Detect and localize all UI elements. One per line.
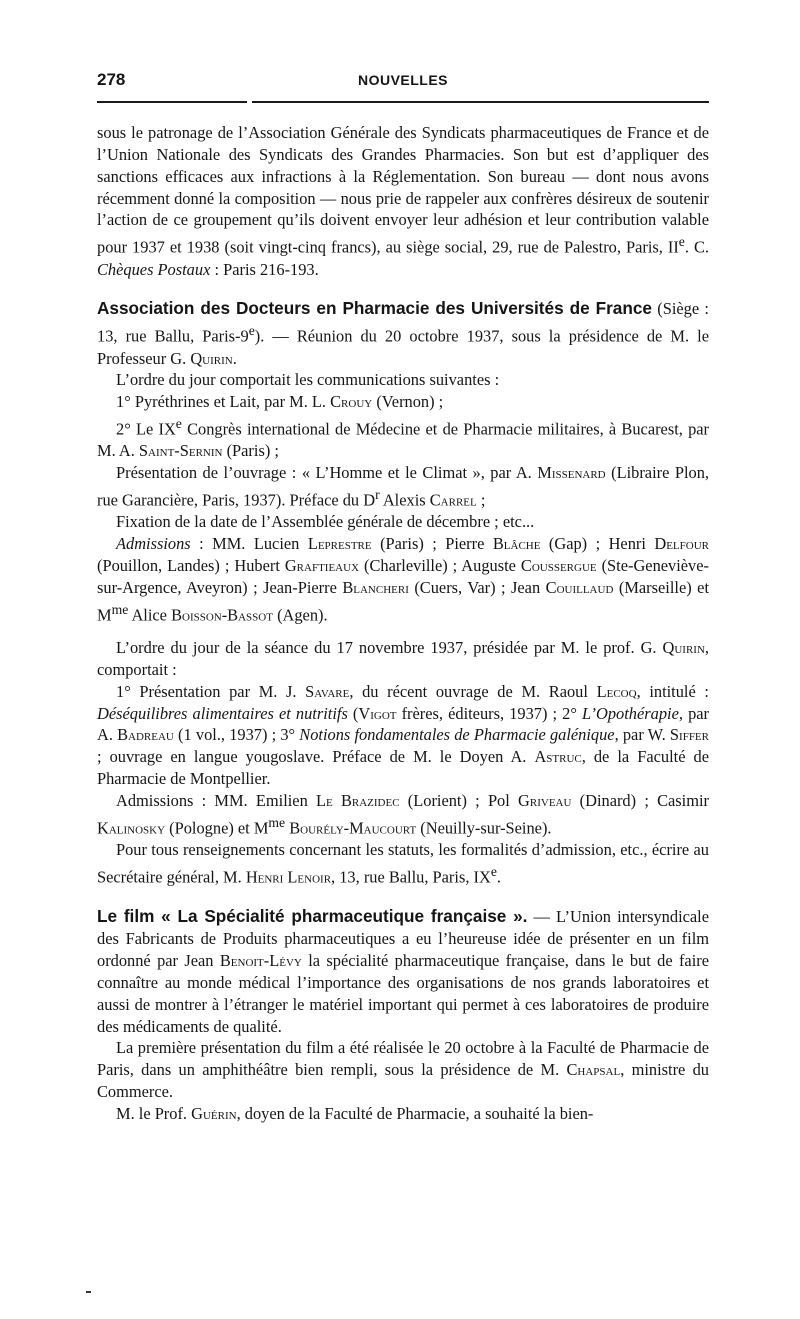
text-run: La première présentation du film a été réalisée le 20 octobre à la Faculté de Pharmacie de Paris, dans un amphithéâtre bien rempli, sous la présidence de M. xyxy=(97,1038,709,1080)
text-run: , 13, rue Ballu, Paris, IX xyxy=(331,867,491,887)
person-name: Carrel xyxy=(429,490,477,510)
text-run: Congrès international de Médecine et de Pharmacie militaires, à Bucarest, par M. A. xyxy=(97,419,710,461)
person-name: Bourély-Maucourt xyxy=(289,818,417,838)
italic-text: Chèques Postaux xyxy=(97,259,211,279)
person-name: Quirin xyxy=(190,348,233,368)
film-paragraph xyxy=(97,906,709,1037)
text-run: , du récent ouvrage de M. Raoul xyxy=(349,681,597,701)
text-run: 1° Présentation par M. J. xyxy=(116,681,306,701)
superscript: e xyxy=(490,863,497,879)
superscript: me xyxy=(111,601,129,617)
superscript: e xyxy=(678,234,685,250)
text-run: ). — Réunion du 20 octobre 1937, sous la présidence de M. le Professeur G. xyxy=(97,326,709,368)
association-paragraph xyxy=(97,298,709,369)
text-run: . xyxy=(496,867,501,887)
agenda-item-2 xyxy=(97,413,709,462)
book-title: L’Opothérapie xyxy=(582,703,679,723)
admissions-november xyxy=(97,790,709,839)
superscript: r xyxy=(375,487,380,503)
superscript: e xyxy=(248,323,255,339)
person-name: Quirin xyxy=(662,638,705,658)
person-name: Coussergue xyxy=(520,556,597,576)
person-name: Chapsal xyxy=(566,1060,621,1080)
section-heading-film: Le film « La Spécialité pharmaceutique française ». xyxy=(97,906,528,927)
contact-paragraph xyxy=(97,839,709,888)
text-run: , de la Faculté de Pharmacie de Montpellier. xyxy=(97,747,709,789)
page-header xyxy=(97,70,709,94)
text-run: , comportait : xyxy=(97,638,709,679)
premiere-paragraph xyxy=(97,1037,709,1103)
text-run: Alice xyxy=(128,605,172,625)
text-run: (Paris) ; Pierre xyxy=(371,534,493,554)
person-name: Delfour xyxy=(654,534,709,554)
person-name: Savare xyxy=(305,681,350,701)
text-run: (Gap) ; Henri xyxy=(540,534,655,554)
text-run: ; xyxy=(476,490,486,510)
header-rule-right xyxy=(252,101,709,103)
person-name: Boisson-Bassot xyxy=(171,605,273,625)
presentations-paragraph xyxy=(97,681,709,790)
person-name: Kalinosky xyxy=(97,818,166,838)
text-run: : Paris 216-193. xyxy=(210,259,319,279)
text-run: , intitulé : xyxy=(636,681,709,701)
person-name: Graftieaux xyxy=(284,556,360,576)
text-run: Admissions : MM. Emilien xyxy=(116,790,316,810)
text-run: Alexis xyxy=(379,490,430,510)
text-run: . C. xyxy=(684,237,709,257)
text-run: (1 vol., 1937) ; 3° xyxy=(173,725,300,745)
person-name: Le Brazidec xyxy=(316,790,400,810)
section-heading-association: Association des Docteurs en Pharmacie des Universités de France xyxy=(97,298,652,319)
text-run: (Ste-Geneviève-sur-Argence, Aveyron) ; Jean-Pierre xyxy=(97,556,709,597)
running-head: NOUVELLES xyxy=(357,72,449,88)
text-run: sous le patronage de l’Association Générale des Syndicats pharmaceutiques de France et de l’Union Nationale des Syndicats des Grandes Pharmacies. Son but est d’appliquer des sanctions efficaces aux infractions à la Réglementation. Son bureau — dont nous avons récemment donné la composition — nous prie de rappeler aux confrères désireux de soutenir l’action de ce groupement qu’ils doivent envoyer leur adhésion et leur contribution valable pour 1937 et 1938 (soit vingt-cinq francs), au siège social, 29, rue de Palestro, Paris, II xyxy=(97,123,709,257)
agenda-item-3 xyxy=(97,462,709,511)
scan-speck xyxy=(86,1291,91,1293)
text-run: — L’Union intersyndicale des Fabricants de Produits pharmaceutiques a eu l’heureuse idée de présenter en un film ordonné par Jean xyxy=(97,907,709,970)
session-november-intro xyxy=(97,637,709,681)
person-name: Leprestre xyxy=(307,534,372,554)
text-run: , par A. xyxy=(97,703,710,745)
person-name: Crouy xyxy=(330,392,373,412)
text-run: , par W. xyxy=(614,725,670,745)
text-run: (Cuers, Var) ; Jean xyxy=(408,577,546,597)
text-run: . xyxy=(232,348,237,368)
person-name: Astruc xyxy=(534,747,582,767)
person-name: Badreau xyxy=(117,725,174,745)
text-run: Présentation de l’ouvrage : « L’Homme et le Climat », par A. xyxy=(116,463,538,483)
person-name: Benoit-Lévy xyxy=(219,950,302,970)
text-run: (Marseille) et M xyxy=(97,577,709,625)
text-run: (Pologne) et M xyxy=(165,818,269,838)
text-run: la spécialité pharmaceutique française, dans le but de faire connaître au monde médical l’importance des organisations de nos grands laboratoires et aussi de montrer à l’étranger le matériel important qui permet à ces laboratoires de produire des médicaments de qualité. xyxy=(97,950,709,1036)
text-run: (Paris) ; xyxy=(222,441,279,461)
guerin-paragraph xyxy=(97,1103,709,1125)
text-run: 2° Le IX xyxy=(116,419,176,439)
person-name: Siffer xyxy=(669,725,709,745)
text-run: , ministre du Commerce. xyxy=(97,1060,709,1102)
text-run: , doyen de la Faculté de Pharmacie, a souhaité la bien- xyxy=(236,1103,594,1123)
text-run: ; ouvrage en langue yougoslave. Préface de M. le Doyen A. xyxy=(97,747,535,767)
person-name: Missenard xyxy=(537,463,606,483)
book-title: Notions fondamentales de Pharmacie galénique xyxy=(299,725,615,745)
text-run: (Siège : 13, rue Ballu, Paris-9 xyxy=(97,299,709,346)
text-run: (Agen). xyxy=(272,605,328,625)
text-run: (Vernon) ; xyxy=(372,392,444,412)
person-name: Griveau xyxy=(518,790,572,810)
person-name: Couillaud xyxy=(545,577,614,597)
text-run: (Libraire Plon, rue Garancière, Paris, 1937). Préface du D xyxy=(97,463,710,510)
text-run: (Dinard) ; Casimir xyxy=(571,790,709,810)
person-name: Vigot xyxy=(358,703,397,723)
person-name: Henri Lenoir xyxy=(245,867,332,887)
person-name: Blancheri xyxy=(342,577,409,597)
header-rule-left xyxy=(97,101,247,103)
superscript: e xyxy=(175,416,182,432)
agenda-intro xyxy=(97,369,709,391)
text-run: 1° Pyréthrines et Lait, par M. L. xyxy=(116,392,331,412)
agenda-item-4 xyxy=(97,511,709,533)
page-number: 278 xyxy=(97,70,126,89)
text-run: Pour tous renseignements concernant les statuts, les formalités d’admission, etc., écrire au Secrétaire général, M. xyxy=(97,840,709,887)
article-body xyxy=(97,122,709,1125)
person-name: Blâche xyxy=(492,534,541,554)
text-run: frères, éditeurs, 1937) ; 2° xyxy=(396,703,583,723)
text-run: Fixation de la date de l’Assemblée générale de décembre ; etc... xyxy=(116,512,535,532)
text-run: M. le Prof. xyxy=(116,1103,192,1123)
person-name: Saint-Sernin xyxy=(138,441,223,461)
text-run: (Lorient) ; Pol xyxy=(399,790,519,810)
text-run: L’ordre du jour comportait les communications suivantes : xyxy=(116,370,500,390)
admissions-october xyxy=(97,533,709,626)
text-run: ( xyxy=(347,703,359,723)
agenda-item-1 xyxy=(97,391,709,413)
book-title: Déséquilibres alimentaires et nutritifs xyxy=(97,703,348,723)
text-run: (Neuilly-sur-Seine). xyxy=(416,818,552,838)
person-name: Lecoq xyxy=(596,681,637,701)
text-run: : MM. Lucien xyxy=(190,534,308,554)
paragraph-continuation xyxy=(97,122,709,280)
text-run: L’ordre du jour de la séance du 17 novembre 1937, présidée par M. le prof. G. xyxy=(116,638,663,658)
italic-label: Admissions xyxy=(116,534,191,554)
text-run: (Pouillon, Landes) ; Hubert xyxy=(97,556,285,576)
superscript: me xyxy=(268,814,286,830)
person-name: Guérin xyxy=(191,1103,237,1123)
text-run: (Charleville) ; Auguste xyxy=(359,556,521,576)
